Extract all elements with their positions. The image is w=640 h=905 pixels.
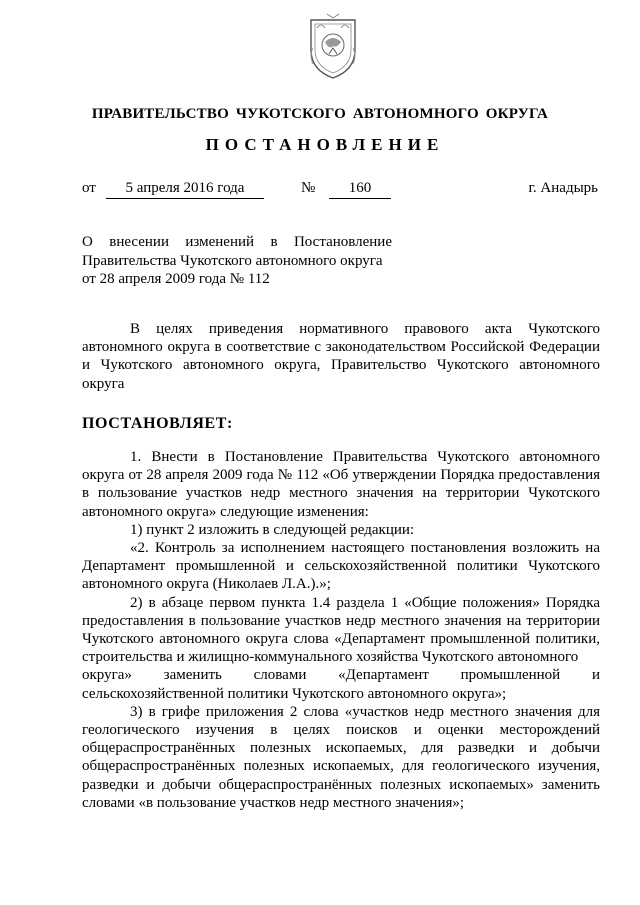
document-type: ПОСТАНОВЛЕНИЕ — [205, 135, 445, 154]
subitem-2: 2) в абзаце первом пункта 1.4 раздела 1 «Общие положения» Порядка предоставления в пользование участков недр местного значения на территории Чукотского автономного округа слова «Департамент промышленной политики, строительства и жилищно-коммунального хозяйства Чукотского автономного — [82, 594, 600, 666]
subitem-1: 1) пункт 2 изложить в следующей редакции: — [130, 521, 415, 538]
document-meta — [82, 180, 598, 202]
date-prefix: от — [82, 180, 96, 196]
preamble: В целях приведения нормативного правового акта Чукотского автономного округа в соответствие с законодательством Российской Федерации и Чукотского автономного округа, Правительство Чукотского автономного округа — [82, 321, 600, 392]
number-prefix: № — [301, 180, 316, 196]
decree-heading: ПОСТАНОВЛЯЕТ: — [82, 414, 233, 432]
subitem-2-end: сельскохозяйственной политики Чукотского автономного округа»; — [82, 685, 507, 702]
subitem-2-line: округа» заменить словами «Департамент промышленной и — [82, 667, 600, 684]
subject-line: О внесении изменений в Постановление — [82, 234, 392, 250]
coat-of-arms-icon — [303, 12, 363, 82]
subitem-3: 3) в грифе приложения 2 слова «участков недр местного значения для геологического изучения в целях поисков и оценки месторождений общераспространённых полезных ископаемых, для разведки и добычи общераспространённых полезных ископаемых, для геологического изучения, разведки и добычи общераспространённых полезных ископаемых» заменить словами «в пользование участков недр местного значения»; — [82, 703, 600, 811]
subitem-1-quote: «2. Контроль за исполнением настоящего постановления возложить на Департамент промышленной и сельскохозяйственной политики Чукотского автономного округа (Николаев Л.А.).»; — [82, 540, 600, 593]
government-title: ПРАВИТЕЛЬСТВО ЧУКОТСКОГО АВТОНОМНОГО ОКРУГА — [91, 106, 549, 122]
item-1: 1. Внести в Постановление Правительства Чукотского автономного округа от 28 апреля 2009 года № 112 «Об утверждении Порядка предоставления в пользование участков недр местного значения на территории Чукотского автономного округа» следующие изменения: — [82, 449, 600, 520]
document-date: 5 апреля 2016 года — [106, 180, 264, 199]
subject-line: Правительства Чукотского автономного округа — [82, 252, 383, 269]
document-city: г. Анадырь — [528, 180, 598, 196]
document-number: 160 — [329, 180, 391, 199]
subject-line: от 28 апреля 2009 года № 112 — [82, 271, 270, 287]
document-subject — [82, 233, 392, 289]
document-body — [82, 320, 600, 812]
